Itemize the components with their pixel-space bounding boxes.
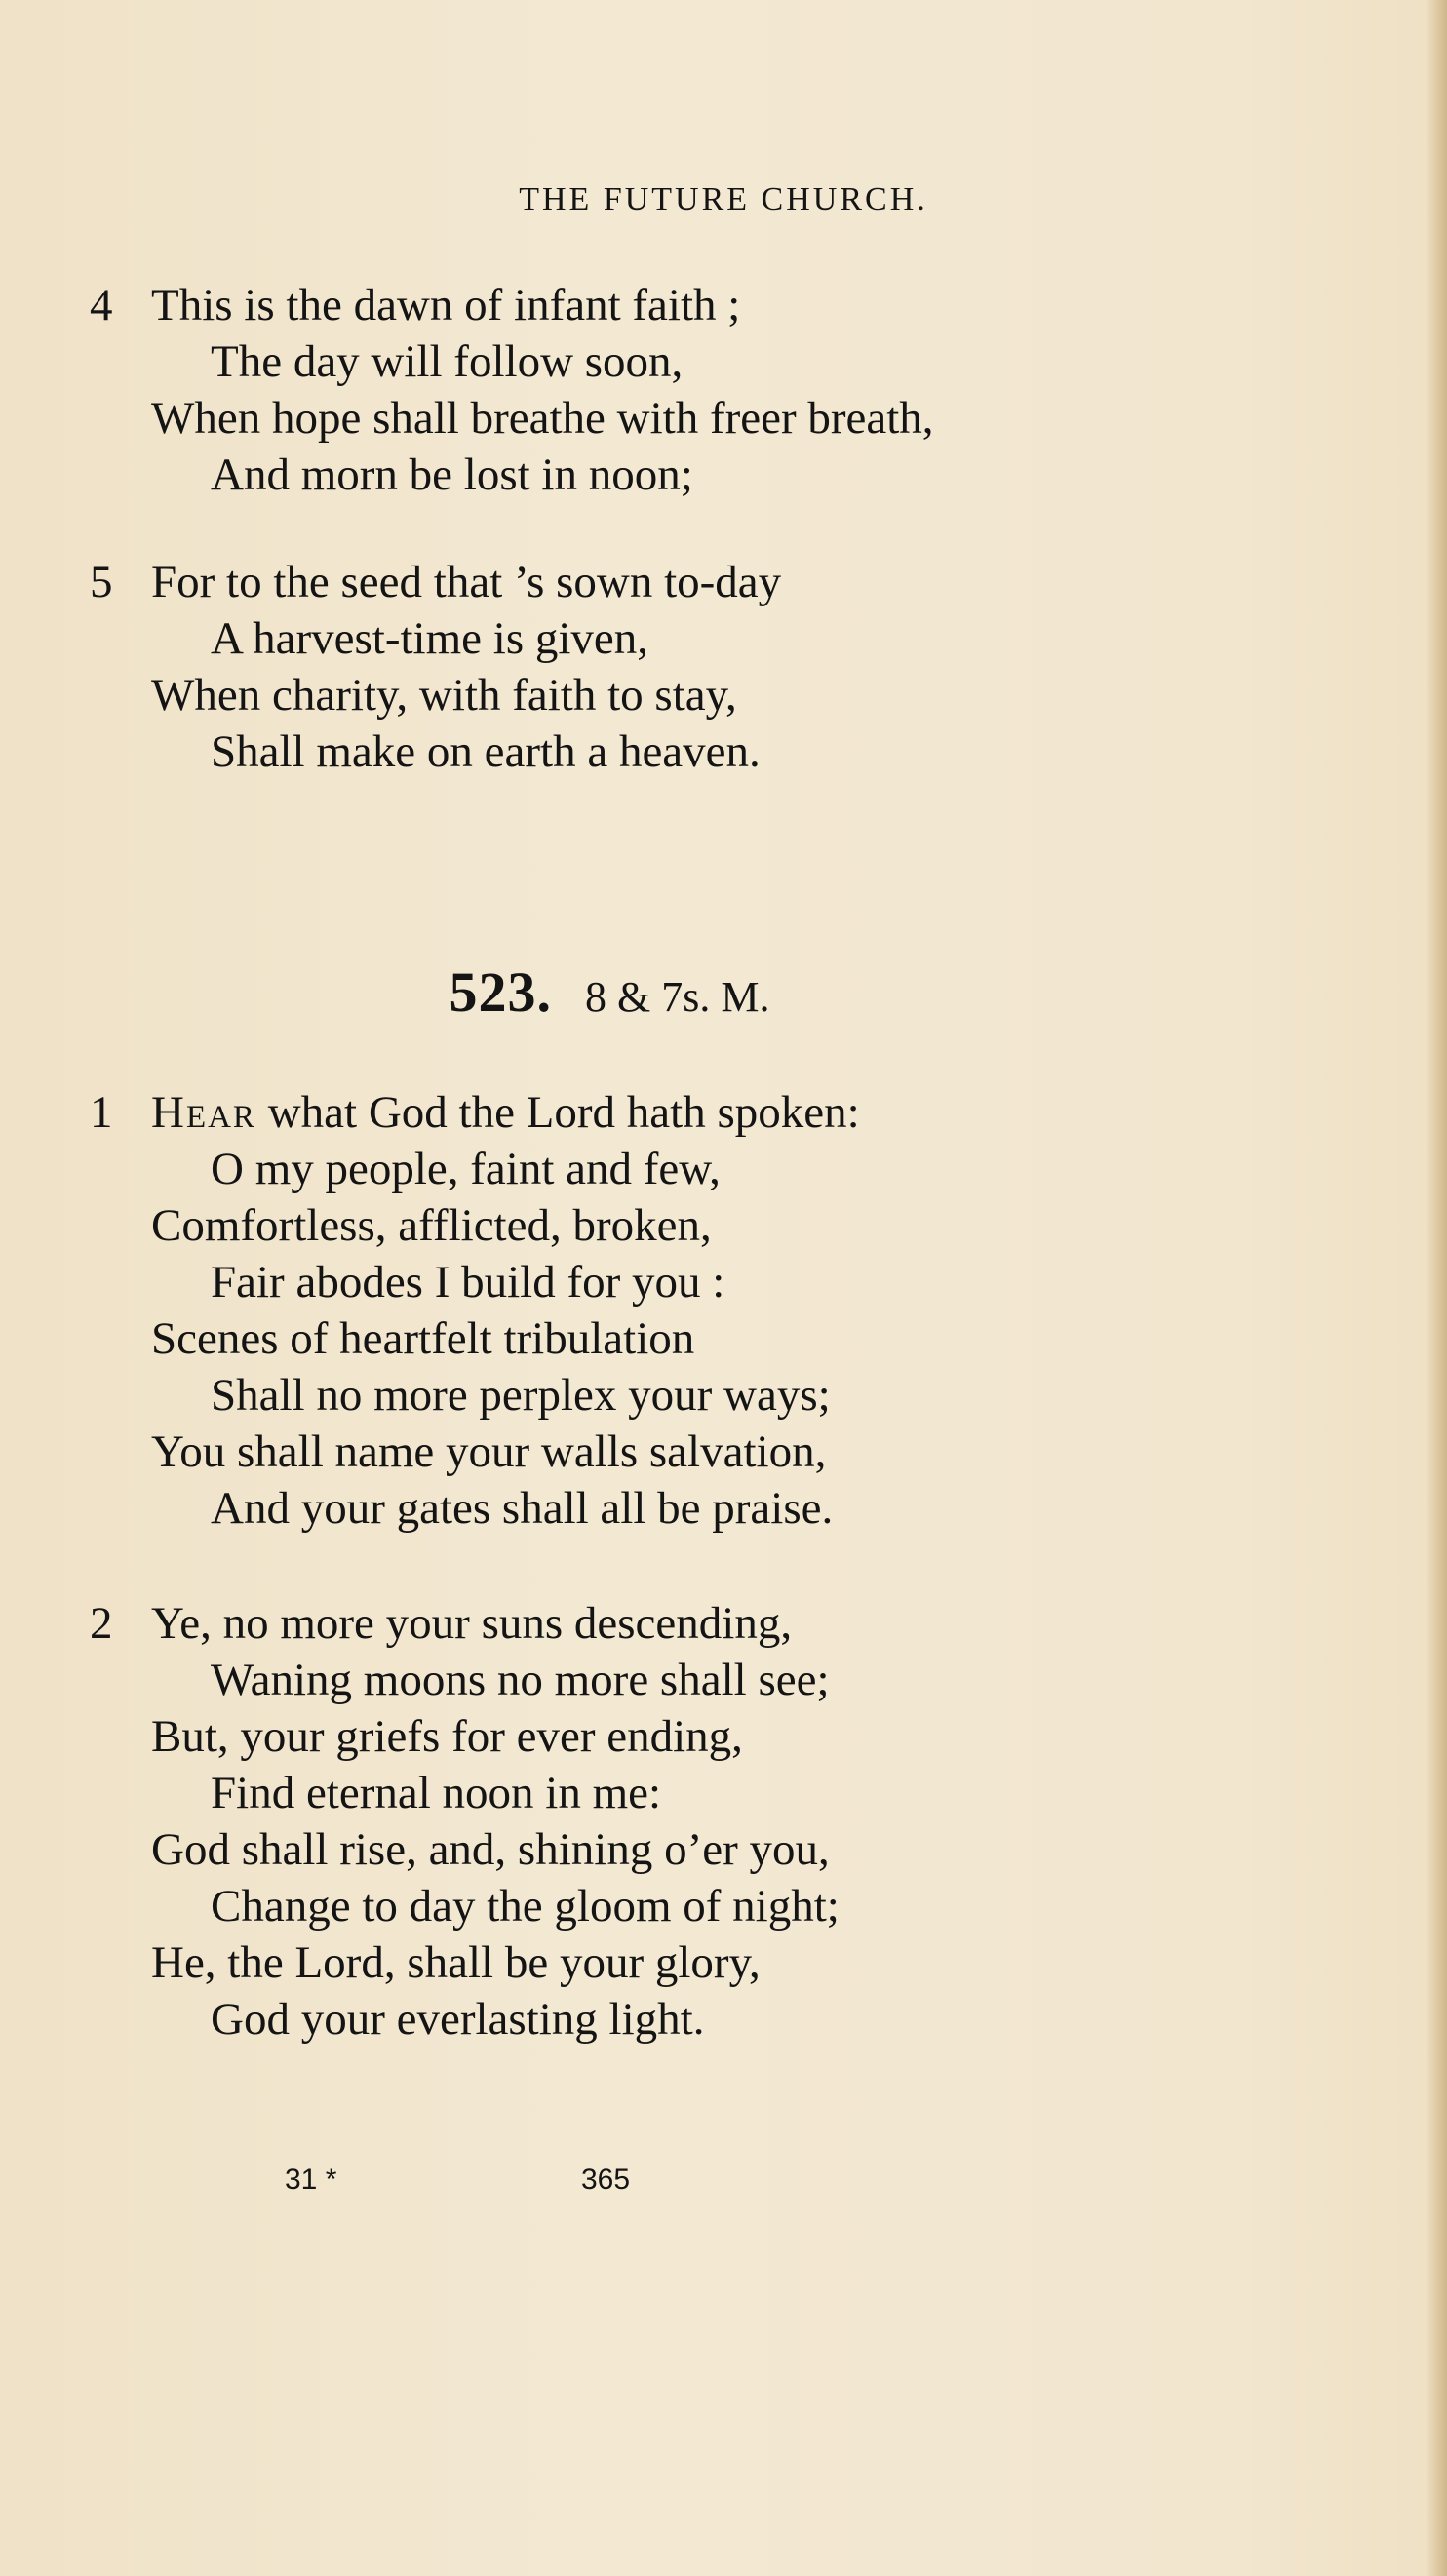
verse-line: God your everlasting light. (211, 1994, 705, 2045)
verse-line: God shall rise, and, shining o’er you, (151, 1824, 830, 1875)
page-number: 365 (581, 2164, 631, 2196)
verse-number: 4 (90, 280, 113, 331)
verse-line: Ye, no more your suns descending, (151, 1598, 793, 1649)
verse-line: The day will follow soon, (211, 336, 684, 387)
first-word: Hear (151, 1087, 256, 1138)
verse-line: When charity, with faith to stay, (151, 670, 737, 721)
first-line-rest: what God the Lord hath spoken: (255, 1087, 860, 1138)
verse-line: For to the seed that ’s sown to-day (151, 557, 782, 607)
verse-line: Shall no more perplex your ways; (211, 1370, 831, 1421)
verse-line: O my people, faint and few, (211, 1144, 721, 1194)
verse-number: 2 (90, 1598, 113, 1649)
verse-line-first (151, 1084, 860, 1141)
signature-mark: 31 * (285, 2164, 337, 2196)
verse-line: And your gates shall all be praise. (211, 1483, 834, 1534)
verse-line: Change to day the gloom of night; (211, 1881, 840, 1932)
verse-line: But, your griefs for ever ending, (151, 1711, 743, 1762)
hymn-number: 523. (449, 960, 552, 1024)
verse-line: Fair abodes I build for you : (211, 1257, 725, 1308)
hymn-meter: 8 & 7s. M. (585, 973, 770, 1021)
verse-line: And morn be lost in noon; (211, 449, 693, 500)
verse-line: This is the dawn of infant faith ; (151, 280, 741, 331)
verse-number: 5 (90, 557, 113, 607)
verse-line: You shall name your walls salvation, (151, 1426, 827, 1477)
verse-line: Shall make on earth a heaven. (211, 726, 761, 777)
verse-line: Scenes of heartfelt tribulation (151, 1313, 695, 1364)
verse-line: Waning moons no more shall see; (211, 1655, 830, 1705)
verse-line: Find eternal noon in me: (211, 1768, 662, 1818)
running-head: THE FUTURE CHURCH. (519, 181, 928, 217)
verse-line: He, the Lord, shall be your glory, (151, 1937, 761, 1988)
verse-line: A harvest-time is given, (211, 613, 649, 664)
hymn-heading (0, 959, 1219, 1025)
page-edge-shadow (1426, 0, 1447, 2576)
verse-number: 1 (90, 1087, 113, 1138)
verse-line: Comfortless, afflicted, broken, (151, 1200, 712, 1251)
verse-line: When hope shall breathe with freer breath, (151, 393, 934, 444)
